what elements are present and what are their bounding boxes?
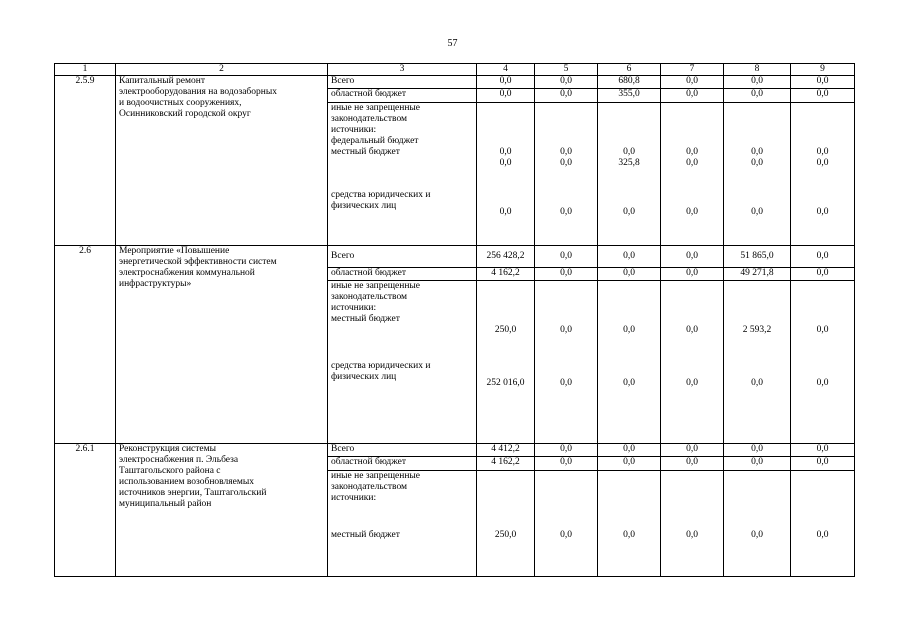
other-sources-header: иные не запрещенные законодательством источники:: [331, 281, 421, 313]
value-stack: [598, 281, 661, 444]
value-cell: 0,0: [661, 444, 724, 457]
table-row: [55, 444, 855, 457]
value-cell: 256 428,2: [477, 246, 535, 268]
column-header: 1: [55, 64, 116, 76]
source-label: средства юридических и физических лиц: [331, 190, 431, 211]
value-cell: 0,0: [560, 207, 572, 217]
value-cell: 0,0: [623, 147, 635, 157]
value-cell: 0,0: [623, 378, 635, 388]
value-cell: 250,0: [494, 325, 517, 335]
value-stack: [598, 471, 661, 577]
value-stack: [477, 281, 535, 444]
value-cell: 0,0: [535, 444, 598, 457]
budget-table: [54, 63, 855, 577]
value-stack: [791, 471, 855, 577]
value-cell: 0,0: [535, 268, 598, 281]
column-header: 3: [328, 64, 477, 76]
value-cell: 0,0: [661, 76, 724, 89]
value-cell: 0,0: [560, 147, 572, 157]
item-code: 2.6: [55, 246, 116, 444]
value-cell: 0,0: [751, 147, 763, 157]
table-row: [55, 246, 855, 268]
value-stack: [661, 471, 724, 577]
value-cell: 0,0: [535, 246, 598, 268]
column-header: 6: [598, 64, 661, 76]
column-header: 9: [791, 64, 855, 76]
other-sources-header: иные не запрещенные законодательством источники:: [331, 103, 421, 135]
value-cell: 4 162,2: [477, 457, 535, 471]
value-stack: [535, 471, 598, 577]
value-cell: 4 412,2: [477, 444, 535, 457]
value-cell: 0,0: [791, 457, 855, 471]
value-cell: 0,0: [535, 89, 598, 103]
source-label: местный бюджет: [331, 530, 400, 540]
value-cell: 0,0: [686, 325, 698, 335]
value-cell: 0,0: [686, 530, 698, 540]
value-cell: 0,0: [560, 325, 572, 335]
value-stack: [661, 103, 724, 246]
value-cell: 0,0: [724, 457, 791, 471]
value-cell: 0,0: [751, 530, 763, 540]
value-cell: 0,0: [661, 268, 724, 281]
value-cell: 49 271,8: [724, 268, 791, 281]
source-label: областной бюджет: [328, 457, 477, 471]
value-cell: 0,0: [477, 76, 535, 89]
source-block: [328, 281, 477, 444]
table-row: [55, 76, 855, 89]
value-stack: [477, 103, 535, 246]
value-cell: 0,0: [686, 378, 698, 388]
value-cell: 0,0: [816, 207, 829, 217]
value-cell: 0,0: [724, 76, 791, 89]
value-cell: 0,0: [686, 207, 698, 217]
value-cell: 0,0: [791, 268, 855, 281]
value-cell: 0,0: [623, 530, 635, 540]
source-label: областной бюджет: [328, 89, 477, 103]
value-stack: [791, 281, 855, 444]
source-label: Всего: [328, 246, 477, 268]
value-cell: 325,8: [618, 158, 640, 168]
source-block: [328, 471, 477, 577]
source-block: [328, 103, 477, 246]
value-cell: 0,0: [560, 158, 572, 168]
value-cell: 0,0: [791, 89, 855, 103]
value-stack: [724, 103, 791, 246]
value-stack: [791, 103, 855, 246]
value-cell: 0,0: [598, 246, 661, 268]
value-cell: 0,0: [791, 444, 855, 457]
value-cell: 0,0: [751, 158, 763, 168]
value-stack: [535, 281, 598, 444]
value-cell: 0,0: [724, 89, 791, 103]
item-code: 2.6.1: [55, 444, 116, 577]
value-cell: 0,0: [560, 378, 572, 388]
value-cell: 0,0: [816, 378, 829, 388]
value-cell: 0,0: [499, 158, 512, 168]
value-cell: 0,0: [535, 76, 598, 89]
value-cell: 0,0: [499, 147, 512, 157]
value-cell: 0,0: [816, 147, 829, 157]
source-label: Всего: [328, 444, 477, 457]
source-label: федеральный бюджет: [331, 136, 419, 146]
source-label: средства юридических и физических лиц: [331, 361, 431, 382]
value-cell: 0,0: [560, 530, 572, 540]
value-cell: 0,0: [661, 457, 724, 471]
value-stack: [535, 103, 598, 246]
value-stack: [661, 281, 724, 444]
value-stack: [724, 281, 791, 444]
item-code: 2.5.9: [55, 76, 116, 246]
value-cell: 0,0: [661, 89, 724, 103]
source-label: областной бюджет: [328, 268, 477, 281]
value-stack: [724, 471, 791, 577]
value-cell: 252 016,0: [486, 378, 525, 388]
item-title: Капитальный ремонт электрооборудования на водозаборных и водоочистных сооружениях, Осинниковский городской округ: [116, 76, 328, 246]
source-label: местный бюджет: [331, 147, 400, 157]
other-sources-header: иные не запрещенные законодательством источники:: [331, 471, 421, 503]
value-cell: 0,0: [598, 444, 661, 457]
value-cell: 0,0: [477, 89, 535, 103]
value-cell: 0,0: [686, 158, 698, 168]
value-cell: 0,0: [686, 147, 698, 157]
value-cell: 0,0: [499, 207, 512, 217]
column-header: 2: [116, 64, 328, 76]
value-cell: 4 162,2: [477, 268, 535, 281]
column-header: 5: [535, 64, 598, 76]
value-cell: 0,0: [661, 246, 724, 268]
column-header: 8: [724, 64, 791, 76]
column-header: 7: [661, 64, 724, 76]
value-cell: 51 865,0: [724, 246, 791, 268]
value-cell: 0,0: [724, 444, 791, 457]
value-cell: 0,0: [751, 207, 763, 217]
value-stack: [598, 103, 661, 246]
value-cell: 680,8: [598, 76, 661, 89]
column-header-row: [55, 64, 855, 76]
item-title: Реконструкция системы электроснабжения п. Эльбеза Таштагольского района с использованием возобновляемых источников энергии, Таштагольский муниципальный район: [116, 444, 328, 577]
value-cell: 0,0: [623, 207, 635, 217]
value-cell: 0,0: [816, 325, 829, 335]
value-stack: [477, 471, 535, 577]
column-header: 4: [477, 64, 535, 76]
value-cell: 0,0: [791, 246, 855, 268]
value-cell: 0,0: [623, 325, 635, 335]
value-cell: 355,0: [598, 89, 661, 103]
value-cell: 0,0: [791, 76, 855, 89]
item-title: Мероприятие «Повышение энергетической эффективности систем электроснабжения коммунальной инфраструктуры»: [116, 246, 328, 444]
value-cell: 0,0: [751, 378, 763, 388]
value-cell: 0,0: [816, 158, 829, 168]
value-cell: 0,0: [598, 268, 661, 281]
source-label: местный бюджет: [331, 314, 400, 324]
value-cell: 250,0: [494, 530, 517, 540]
page-number: 57: [447, 38, 458, 49]
value-cell: 0,0: [598, 457, 661, 471]
value-cell: 0,0: [535, 457, 598, 471]
source-label: Всего: [328, 76, 477, 89]
value-cell: 2 593,2: [742, 325, 772, 335]
value-cell: 0,0: [816, 530, 829, 540]
